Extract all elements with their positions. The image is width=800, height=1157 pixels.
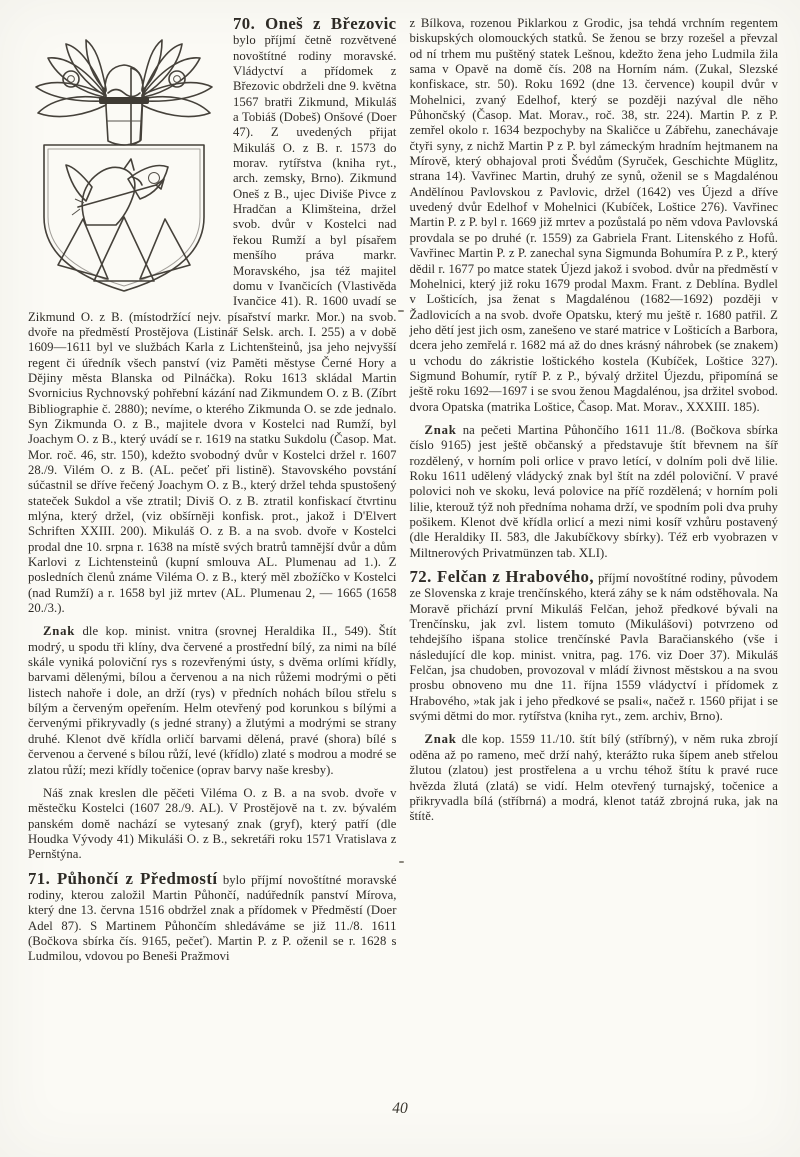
section-71-paragraph (28, 868, 397, 965)
arrow-shaft (78, 185, 156, 207)
page-number: 40 (392, 1100, 408, 1117)
scan-artifact (399, 861, 404, 863)
section-70-note-paragraph (28, 786, 397, 863)
section-71-blazon-paragraph (410, 423, 779, 561)
blazon-label: Znak (424, 732, 457, 747)
section-72-heading: 72. Felčan z Hrabového, (409, 567, 594, 587)
wedge-left (58, 219, 108, 279)
crest-right-wing (142, 40, 212, 117)
section-70-blazon-paragraph (28, 624, 397, 777)
wedge-middle (94, 217, 154, 281)
section-70-heading: 70. Oneš z Březovic (233, 14, 397, 33)
shield (44, 145, 204, 291)
note-text: Náš znak kreslen dle pěčeti Viléma O. z B. a na svob. dvoře v městečku Kostelci (1607 28./9. AL). V Prostějově na t. zv. bývalém panském domě nachází se vytesaný znak (gryf), který patří (dle Houdka Vývody 41) Mikuláši O. z B., sekretáři roku 1571 Vratislava z Pernštýna. (28, 785, 397, 862)
blazon-text: dle kop. 1559 11./10. štít bílý (stříbrný), v něm ruka zbrojí oděna až po rameno, meč drží nahý, kterážto ruka šípem aneb střelou žlutou (zlatou) jest prostřelena a u vrchu téhož štítu k pravé ruce hvězda žlutá (zlatá) se vidí. Helm otevřený turnajský, točenice a přikryvadla bílá (stříbrná) a modrá, klenot tatáž zbrojná ruka, jak na štítě. (409, 732, 778, 824)
section-71-continuation-paragraph (410, 16, 779, 415)
lynx-mouth (132, 177, 142, 185)
blazon-label: Znak (43, 624, 76, 639)
section-72-blazon-paragraph (410, 732, 779, 824)
blazon-text: na pečeti Martina Půhončího 1611 11./8. (Bočkova sbírka číslo 9165) jest ještě občanský a představuje štít břevnem na šíř rozdělený, v horním poli orlice v pravo letící, v dolním poli dvě lilie. Roku 1611 udělený vládycký znak byl štít na zdél poloviční. V pravé polovici noh ve skoku, levá polovice na příč rozdělená; v horním poli lilie, kterouž týž noh předníma nohama drží, ve spodním poli dva pruhy pošikem. Klenot dvě křídla orlicí a mezi nimi kosíř vzhůru postavený (dle Heraldiky II. 583, dle Jakubíčkovy sbírky). Též erb vyobrazen v Miltnerových Privatmünzen tab. XLI). (409, 422, 778, 560)
section-70-paragraph (28, 16, 397, 616)
blazon-label: Znak (424, 422, 457, 437)
blazon-text: dle kop. minist. vnitra (srovnej Heraldika II., 549). Štít modrý, u spodu tři klíny, dva červené a prostřední bílý, za nimi na bílé skále vyniká poloviční rys s rozevřenými ústy, s dvěma orlími křídly, barvami dělenými, bílou a červenou a na nich růžemi modrými o pěti listech nahoře i dole, an drží (rys) v předních nohách bílou střelu s bílým a červeným opeřením. Helm otevřený pod korunkou s bílými a červenými přikryvadly (s jedné strany) a žlutými a modrými se strany druhé. Klenot dvě křídla orličí barvami dělená, pravé (shora) bílé s červenou a červené s bílou růží, levé (křídlo) zlaté s modrou a modré se zlatou růží; mezi křídly točenice (oprav barvy naše kresby). (28, 624, 397, 777)
coat-of-arms-woodcut (28, 37, 220, 303)
lynx-figure (66, 159, 168, 225)
lynx-ear (124, 159, 134, 170)
crest-left-wing (36, 40, 106, 117)
section-71-heading: 71. Půhončí z Předmostí (28, 868, 218, 888)
section-72-text: příjmí novoštítné rodiny, původem ze Slovenska z kraje trenčínského, která záhy se k nám odstěhovala. Na Moravě přichází první Mikuláš Felčan, jehož předkové bývali na Trenčínsku, jak zvl. listem tomuto (Mikulášovi) potvrzeno od tehdejšího išpana stolice trenčínské Pavla Baračianského (vše i následující dle kop. minist. vnitra, pag. 176. viz Doer 37). Mikuláš Felčan, jsa chudoben, provozoval v mládí živnost městskou a na svou prosbu obnoveno mu dne 11. října 1559 vládyctví i přídomek z Hrabového, »tak jak i jeho předkové se psali«, načež r. 1560 přijat i se svými dětmi do mor. rytířstva (kniha ryt., zem. archiv, Brno). (409, 571, 778, 724)
section-71-continuation-text: z Bílkova, rozenou Piklarkou z Grodic, jsa tehdá vrchním regentem biskupských olomouckých statků. Se ženou se brzy rozešel a převzal od ní trhem mu puštěný statek Lešnou, kdežto žena jeho Ludmila žila sama v Opavě na domě čís. 208 na Horním nám. (Zukal, Slezské konfiskace, str. 50). Roku 1692 (dne 13. července) koupil dvůr v Mohelnici, zvaný Edelhof, který se později nazýval dle něho Půhončský (Časop. Mat. Morav., roč. 38, str. 224). Martin P. z P. zemřel okolo r. 1634 bezpochyby na Skaličce u Zábřehu, zanechávaje čtyři syny, z nichž Martin P z P. byl zámeckým hradním hejtmanem na Mírově, který obhajoval proti Švédům (Syruček, Geschichte Müglitz, strana 14). Vavřinec Martin, druhý ze synů, oženil se s Magdalénou Andělínou Pavlovskou z Pavlovic, držel (1642) ves Újezd a dříve uvedený dvůr Edelhof v Mohelnici (Kubíček, Loštice 276). Vavřinec Martin P. z P. byl r. 1669 již mrtev a pozůstalá po něm vdova Pavlovská provdala se po druhé (r. 1559) za Gabriela Frant. Litenského z Hofů. Vavřinec Martin P. z P. zanechal syna Sigmunda Bohumíra P. z P., který dědil r. 1677 po matce statek Újezd jakož i svobod. dvůr na předměstí v Mohelnici, který již roku 1679 prodal Maxm. Frant. z Deblína. Bydlel v Lošticích, jsa ženat s Magdalénou (1682—1692) později v Žadlovicích a na svob. dvoře Opatsku, který mu ještě r. 1680 patřil. Z jeho dětí jest jich osm, zanešeno ve staré matrice v Lošticích a Barbora, dcera jeho zemřelá r. 1682 má až do dnes krásný náhrobek (se znakem) u vchodu do zákristie loštického kostela (Kubíček, Loštice 327). Sigmund Bohumír, rytíř P. z P., bývalý držitel Újezdu, připomíná se ještě roku 1692—1697 i se svou ženou Magdalénou, jsa držitel svobod. dvora Opatska (matrika Loštice, Časop. Mat. Morav., XXXIII. 185). (409, 16, 778, 414)
wedge-right (140, 219, 190, 279)
two-column-layout (28, 16, 778, 973)
left-column (28, 16, 397, 973)
section-70-text: bylo příjmí četně rozvětvené novoštítné rodiny moravské. Vládyctví a přídomek z Březovic obdrželi dne 9. května 1567 bratři Zikmund, Mikuláš a Tobiáš (Dobeš) Onšové (Doer 47). Z uvedených přijat Mikuláš O. z B. r. 1573 do morav. rytířstva (kniha ryt., arch. zemsky, Brno). Zikmund Oneš z B., ujec Diviše Pivce z Hradčan a Klimšteina, držel svob. dvůr v Kostelci nad řekou Rumží a byl písařem menšího práva markr. Moravského, jsa též majitel domu v Ivančicích (Vlastivěda Ivančice 41). R. 1600 uvadí se Zikmund O. z B. (místodržící nejv. písařství markr. Mor.) na svob. dvoře na předměstí Prostějova (Listinář Selsk. arch. I. 255) a v době 1609—1611 byl ve službách Karla z Lichtenšteinů, jsa jeho nejvyšší regent či úředník všech panství (viz Paměti městyse Černé Hory a Dějiny města Blanska od Pilnáčka). Roku 1613 skládal Martin Svornicius Rychnovský pohřební kázání nad Zikmundem O. z B. (Zíbrt Bibliographie č. 2880); nevíme, o kterého Zikmunda O. se zde jednalo. Syn Zikmunda O. z B., majitele dvora v Kostelci nad Rumží, byl Joachym O. z B., který uvádí se r. 1619 na statku Sukdolu (Časop. Mat. Mor. roč. 46, str. 150), kdežto svobodný dvůr v Kostelci držel r. 1607 28./9. Vilém O. z B. (AL. pečeť při listině). Stavovského povstání súčastnil se dříve řečený Joachym O. z B., který držel tehda spustošený stateček Sukdol a vše ztratil; Diviš O. z B. ztratil konfiskací čtvrtinu mlýna, který držel, (viz obšírněji konfisk. prot., jakož i D'Elvert Schriften XXIII. 200). Mikuláš O. z B. a na svob. dvoře v Kostelci prodal dne 10. srpna r. 1638 na místě svých bratrů tamnější dvůr a dům Karlovi z Lichtensteinů (kupní smlouva AL. Plumenau ad 1.). Z posledních členů známe Viléma O. z B., který měl zbožíčko v Kostelci (nad Rumží) a r. 1658 byl již mrtev (AL. Plumenau 2, — 1665 (1658 20./3.). (28, 33, 397, 616)
section-71-text: bylo příjmí novoštítné moravské rodiny, kterou založil Martin Půhončí, nadúředník panství Mírova, který dne 13. června 1516 obdržel znak a přídomek v Předměstí (Doer Adel 87). S Martinem Půhončím shledáváme se již 11./8. 1611 (Bočkova sbírka čís. 9165, pečeť). Martin P. z P. oženil se r. 1628 s Ludmilou, vdovou po Beneši Pražmovi (28, 872, 397, 964)
great-helm (99, 65, 149, 145)
section-72-paragraph (410, 569, 779, 724)
torse (108, 90, 140, 97)
right-column (410, 16, 779, 973)
scan-artifact (398, 310, 404, 312)
